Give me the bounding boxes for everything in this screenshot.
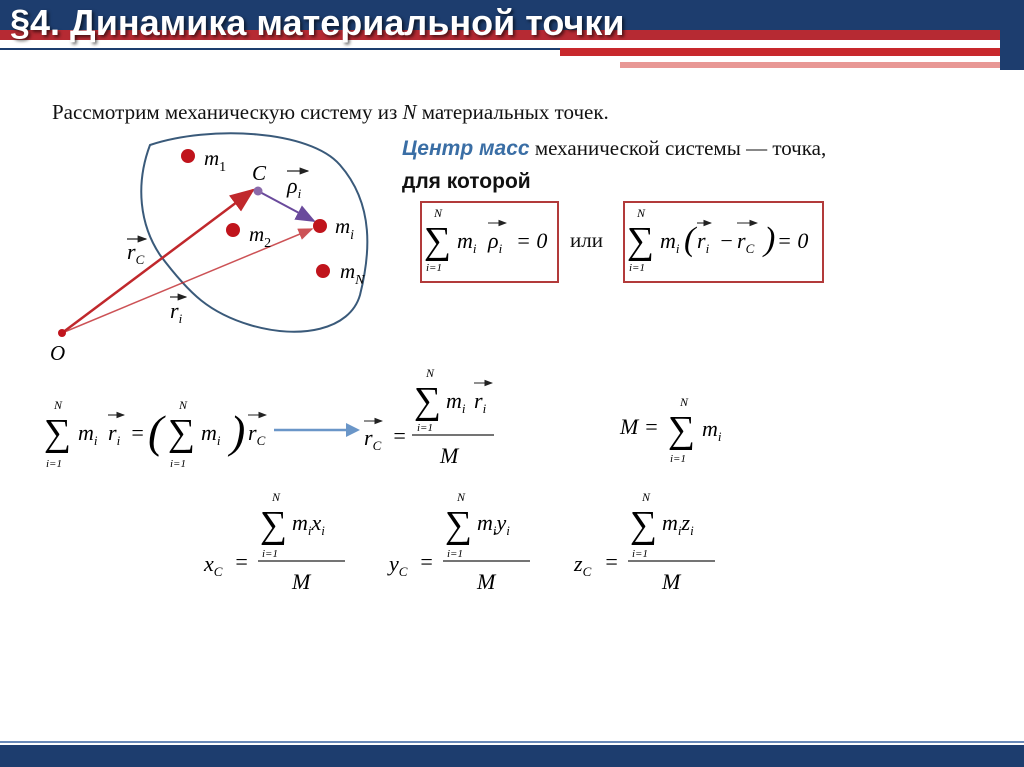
formula-sum-rho bbox=[420, 201, 560, 281]
point-O bbox=[58, 329, 66, 337]
svg-text:ri: $r_i$ bbox=[697, 228, 710, 256]
header-red-stripe-2 bbox=[560, 48, 1024, 56]
svg-text:=: = bbox=[234, 549, 249, 574]
svg-text:N: N bbox=[272, 490, 281, 504]
svg-text:N: N bbox=[637, 206, 646, 220]
center-mass-def-1: механической системы — точка, bbox=[529, 136, 827, 160]
vector-rho bbox=[258, 191, 314, 221]
center-mass-term: Центр масс bbox=[402, 137, 530, 160]
svg-text:=: = bbox=[392, 423, 407, 448]
intro-text: Рассмотрим механическую систему из N материальных точек. bbox=[52, 100, 609, 124]
svg-text:∑: ∑ bbox=[627, 220, 655, 262]
svg-text:= 0: = 0 bbox=[516, 228, 548, 253]
svg-text:=: = bbox=[419, 549, 434, 574]
formula-sum-r bbox=[623, 201, 828, 281]
svg-text:rC: $r_C$ bbox=[364, 425, 382, 453]
formula-yc bbox=[385, 485, 545, 595]
label-rho: $\rho_i$ bbox=[287, 173, 302, 201]
svg-text:−: − bbox=[719, 228, 734, 253]
point-m1 bbox=[181, 149, 195, 163]
formula-zc bbox=[570, 485, 730, 595]
svg-text:N: N bbox=[426, 366, 435, 380]
svg-text:rC: $r_C$ bbox=[737, 228, 755, 256]
svg-text:mi: $m_i$ bbox=[457, 228, 477, 256]
center-mass-def-2: для которой bbox=[402, 170, 531, 193]
svg-text:N: N bbox=[179, 398, 188, 412]
svg-text:miyi: $m_iy_i$ bbox=[477, 510, 510, 538]
svg-text:): ) bbox=[230, 406, 246, 457]
svg-text:N: N bbox=[457, 490, 466, 504]
formula-total-mass bbox=[618, 392, 748, 472]
svg-text:∑: ∑ bbox=[630, 504, 658, 546]
implies-arrow bbox=[272, 420, 362, 440]
svg-text:i=1: i=1 bbox=[670, 453, 686, 465]
svg-text:mi: $m_i$ bbox=[446, 388, 466, 416]
label-m1: $m_1$ bbox=[204, 146, 227, 175]
footer-line bbox=[0, 741, 1024, 743]
formula-sum-identity bbox=[40, 395, 280, 475]
svg-text:mi: $m_i$ bbox=[660, 228, 680, 256]
label-m2: $m_2$ bbox=[249, 222, 272, 251]
svg-text:∑: ∑ bbox=[168, 412, 196, 454]
svg-text:mizi: $m_iz_i$ bbox=[662, 510, 694, 538]
svg-text:N: N bbox=[680, 395, 689, 409]
point-mN bbox=[316, 264, 330, 278]
svg-text:i=1: i=1 bbox=[426, 262, 442, 274]
svg-text:i=1: i=1 bbox=[629, 262, 645, 274]
svg-text:mixi: $m_ix_i$ bbox=[292, 510, 325, 538]
svg-text:ri: $r_i$ bbox=[474, 388, 487, 416]
svg-text:mi: $m_i$ bbox=[78, 420, 98, 448]
svg-text:zC: $z_C$ bbox=[574, 551, 592, 579]
label-mN: $m_N$ bbox=[340, 259, 365, 288]
svg-text:N: N bbox=[54, 398, 63, 412]
svg-text:M: M bbox=[477, 569, 496, 594]
formula-rc bbox=[360, 365, 505, 475]
svg-text:i=1: i=1 bbox=[447, 548, 463, 560]
svg-text:=: = bbox=[130, 420, 145, 445]
label-ri: $r_i$ bbox=[170, 298, 183, 326]
header-side-block bbox=[1000, 0, 1024, 70]
label-O: O bbox=[50, 341, 66, 365]
or-text: или bbox=[570, 228, 603, 252]
svg-text:(: ( bbox=[148, 406, 164, 457]
svg-text:ρi: $\rho_i$ bbox=[488, 228, 503, 256]
svg-text:∑: ∑ bbox=[424, 220, 452, 262]
point-mi bbox=[313, 219, 327, 233]
label-rc: $r_C$ bbox=[127, 239, 145, 267]
svg-text:N: N bbox=[434, 206, 443, 220]
system-diagram bbox=[40, 125, 400, 370]
svg-text:(: ( bbox=[684, 221, 696, 258]
svg-text:= 0: = 0 bbox=[777, 228, 809, 253]
svg-text:xC: $x_C$ bbox=[204, 551, 223, 579]
svg-text:mi: $m_i$ bbox=[201, 420, 221, 448]
svg-text:M: M bbox=[292, 569, 311, 594]
svg-text:): ) bbox=[764, 221, 776, 258]
svg-text:rC: $r_C$ bbox=[248, 420, 266, 448]
vector-ri bbox=[62, 229, 312, 333]
svg-text:∑: ∑ bbox=[668, 409, 696, 451]
svg-text:yC: $y_C$ bbox=[389, 551, 408, 579]
svg-text:∑: ∑ bbox=[260, 504, 288, 546]
header-red-stripe-3 bbox=[620, 62, 1024, 68]
svg-text:∑: ∑ bbox=[414, 380, 442, 422]
svg-text:∑: ∑ bbox=[44, 412, 72, 454]
svg-text:mi: $m_i$ bbox=[702, 416, 722, 444]
svg-text:i=1: i=1 bbox=[262, 548, 278, 560]
M-lhs: M = bbox=[620, 414, 659, 439]
svg-text:∑: ∑ bbox=[445, 504, 473, 546]
svg-text:M: M bbox=[440, 443, 459, 468]
svg-text:i=1: i=1 bbox=[46, 458, 62, 470]
center-mass-definition bbox=[402, 136, 826, 161]
svg-text:M: M bbox=[662, 569, 681, 594]
point-C bbox=[254, 187, 263, 196]
label-C: C bbox=[252, 161, 267, 185]
svg-text:N: N bbox=[642, 490, 651, 504]
vector-rc bbox=[62, 190, 253, 333]
svg-text:i=1: i=1 bbox=[632, 548, 648, 560]
svg-text:i=1: i=1 bbox=[170, 458, 186, 470]
svg-text:i=1: i=1 bbox=[417, 422, 433, 434]
page-title: §4. Динамика материальной точки bbox=[10, 2, 625, 43]
svg-text:=: = bbox=[604, 549, 619, 574]
label-mi: $m_i$ bbox=[335, 214, 355, 243]
point-m2 bbox=[226, 223, 240, 237]
svg-text:ri: $r_i$ bbox=[108, 420, 121, 448]
footer-band bbox=[0, 745, 1024, 767]
formula-xc bbox=[200, 485, 360, 595]
